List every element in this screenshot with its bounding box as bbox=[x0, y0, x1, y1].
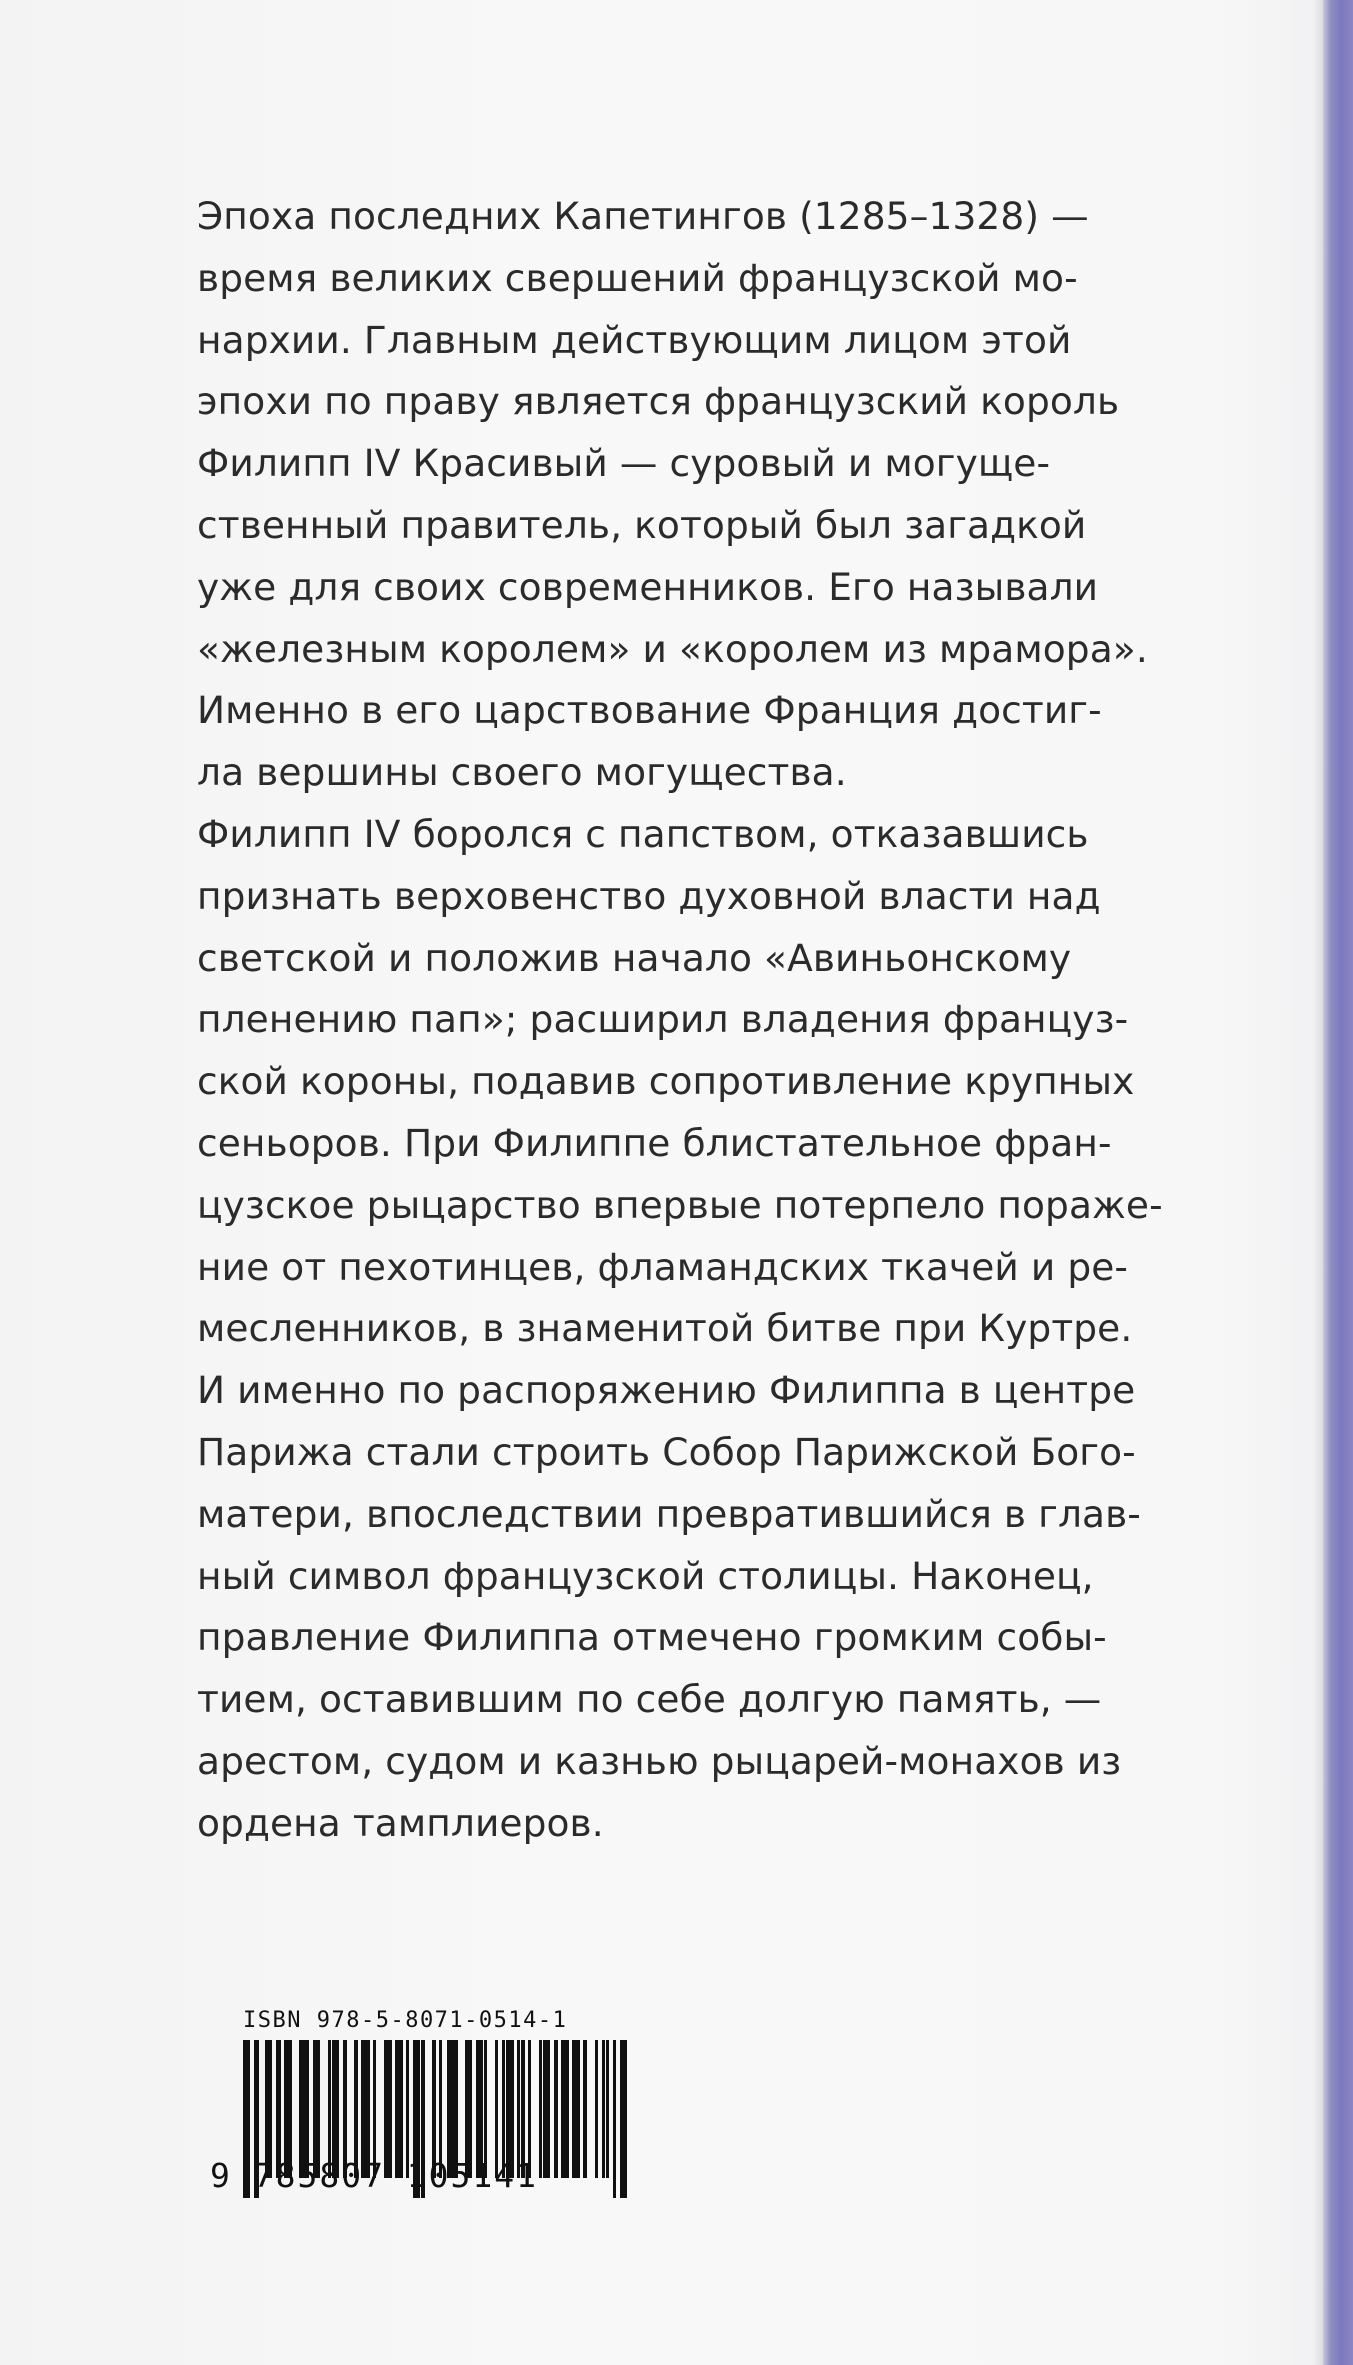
barcode-bar bbox=[583, 2040, 586, 2178]
barcode-bar bbox=[554, 2040, 558, 2178]
line: ние от пехотинцев, фламандских ткачей и ре- bbox=[197, 1244, 1129, 1289]
paragraph-1 bbox=[197, 186, 1167, 804]
line: время великих свершений французской мо- bbox=[197, 255, 1078, 300]
line: признать верховенство духовной власти над bbox=[197, 873, 1101, 918]
line: правление Филиппа отмечено громким собы- bbox=[197, 1615, 1107, 1660]
line: сеньоров. При Филиппе блистательное фран- bbox=[197, 1120, 1112, 1165]
line: светской и положив начало «Авиньонскому bbox=[197, 935, 1072, 980]
line: нархии. Главным действующим лицом этой bbox=[197, 317, 1072, 362]
line: эпохи по праву является французский король bbox=[197, 379, 1120, 424]
barcode-bar bbox=[606, 2040, 609, 2178]
line: месленников, в знаменитой битве при Куртре. bbox=[197, 1306, 1133, 1351]
line: Филипп IV Красивый — суровый и могуще- bbox=[197, 441, 1051, 486]
line: цузское рыцарство впервые потерпело пораже- bbox=[197, 1182, 1163, 1227]
line: тием, оставившим по себе долгую память, — bbox=[197, 1677, 1102, 1722]
line: арестом, судом и казнью рыцарей-монахов из bbox=[197, 1738, 1122, 1783]
line: И именно по распоряжению Филиппа в центре bbox=[197, 1368, 1136, 1413]
line: ской короны, подавив сопротивление крупных bbox=[197, 1059, 1135, 1104]
paragraph-2 bbox=[197, 804, 1167, 1855]
line: ла вершины своего могущества. bbox=[197, 750, 847, 795]
line: ственный правитель, который был загадкой bbox=[197, 502, 1087, 547]
barcode-bar bbox=[565, 2040, 569, 2178]
line: Эпоха последних Капетингов (1285–1328) — bbox=[197, 194, 1089, 238]
barcode-bar bbox=[624, 2040, 627, 2198]
line: уже для своих современников. Его называли bbox=[197, 564, 1099, 609]
line: матери, впоследствии превратившийся в глав- bbox=[197, 1491, 1141, 1536]
line: ный символ французской столицы. Наконец, bbox=[197, 1553, 1094, 1598]
line: ордена тамплиеров. bbox=[197, 1800, 604, 1845]
barcode-bar bbox=[576, 2040, 580, 2178]
line: «железным королем» и «королем из мрамора». bbox=[197, 626, 1148, 671]
line: Именно в его царствование Франция достиг- bbox=[197, 688, 1102, 733]
barcode-bar bbox=[546, 2040, 549, 2178]
isbn-label: ISBN 978-5-8071-0514-1 bbox=[243, 2008, 568, 2033]
line: Парижа стали строить Собор Парижской Бого- bbox=[197, 1429, 1136, 1474]
barcode-digits: 9 785807 105141 bbox=[210, 2156, 539, 2195]
barcode-bar bbox=[613, 2040, 616, 2198]
annotation-text bbox=[197, 186, 1167, 1855]
spine-edge bbox=[1323, 0, 1353, 2365]
isbn-barcode bbox=[210, 2008, 600, 2198]
line: пленению пап»; расширил владения француз- bbox=[197, 997, 1129, 1042]
barcode-bar bbox=[595, 2040, 598, 2178]
spine-shadow bbox=[1313, 0, 1323, 2365]
line: Филипп IV боролся с папством, отказавшись bbox=[197, 811, 1089, 856]
